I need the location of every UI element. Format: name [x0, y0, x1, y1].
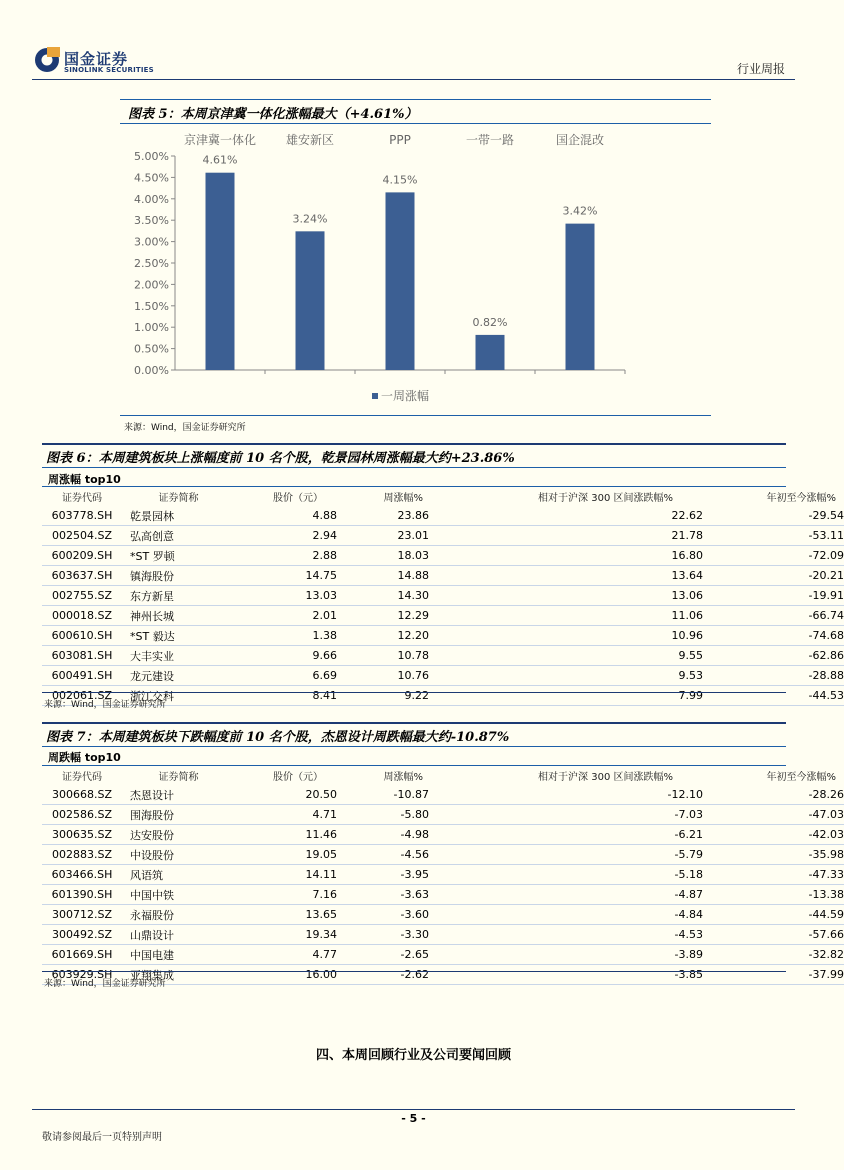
figure7-top-rule [42, 722, 786, 724]
disclaimer-note: 敬请参阅最后一页特别声明 [42, 1132, 162, 1143]
table-cell: 东方新星 [130, 589, 174, 603]
bar [566, 224, 595, 370]
table-cell: 603929.SH [51, 968, 113, 981]
table-cell: *ST 罗顿 [130, 549, 175, 563]
sinolink-logo-icon [34, 47, 60, 73]
table-cell: -3.95 [400, 868, 429, 881]
figure7-bottom-rule [42, 971, 786, 972]
table-row [42, 865, 844, 885]
table-cell: 13.64 [671, 569, 703, 582]
gainers-table [42, 487, 844, 706]
report-type: 行业周报 [736, 62, 785, 76]
table-row [42, 825, 844, 845]
table-cell: 13.06 [671, 589, 703, 602]
table-cell: 002504.SZ [51, 529, 112, 542]
table-row [42, 885, 844, 905]
table-cell: 6.69 [312, 669, 337, 682]
category-label: 国企混改 [555, 133, 605, 147]
data-label: 3.24% [292, 212, 328, 226]
data-label: 4.15% [382, 173, 418, 187]
header-divider [32, 79, 795, 80]
table-row [42, 845, 844, 865]
y-tick-label: 4.50% [134, 171, 169, 185]
figure6-source: 来源：Wind，国金证券研究所 [44, 700, 166, 710]
table-cell: -44.59 [808, 908, 844, 921]
table-cell: 603466.SH [51, 868, 113, 881]
table-cell: -72.09 [808, 549, 844, 562]
table-cell: 21.78 [671, 529, 703, 542]
table-cell: 大丰实业 [130, 649, 174, 663]
table-cell: -28.88 [808, 669, 844, 682]
table-cell: 弘高创意 [130, 529, 174, 543]
table-cell: -35.98 [808, 848, 844, 861]
table-row [42, 606, 844, 626]
figure6-title: 图表 6：本周建筑板块上涨幅度前 10 名个股，乾景园林周涨幅最大约+23.86% [46, 451, 515, 466]
table-cell: 14.88 [397, 569, 429, 582]
table-cell: -12.10 [667, 788, 703, 801]
section-heading: 四、本周回顾行业及公司要闻回顾 [315, 1048, 511, 1063]
figure7-title-rule [42, 746, 786, 747]
table-header-row [42, 487, 844, 506]
table-cell: -13.38 [808, 888, 844, 901]
table-cell: -42.03 [808, 828, 844, 841]
table-cell: 8.41 [312, 689, 337, 702]
table-cell: 浙江交科 [130, 689, 174, 703]
table-cell: 002586.SZ [51, 808, 112, 821]
table-row [42, 646, 844, 666]
table-cell: 9.55 [678, 649, 703, 662]
column-header: 证券代码 [62, 493, 102, 504]
table-cell: -4.84 [674, 908, 703, 921]
table-cell: 600610.SH [51, 629, 113, 642]
brand-name-cn: 国金证券 [64, 50, 129, 68]
column-header: 证券简称 [158, 772, 199, 783]
table-cell: 600209.SH [51, 549, 113, 562]
table-cell: -3.89 [674, 948, 703, 961]
table-cell: 603637.SH [51, 569, 113, 582]
table-cell: 1.38 [312, 629, 337, 642]
table-cell: 2.88 [312, 549, 337, 562]
category-label: 雄安新区 [285, 133, 335, 147]
table-row [42, 785, 844, 805]
table-cell: 16.80 [671, 549, 703, 562]
legend-swatch [372, 393, 378, 399]
table-cell: 23.86 [397, 509, 429, 522]
table-cell: 603081.SH [51, 649, 113, 662]
category-label: PPP [389, 133, 411, 147]
table-cell: 镇海股份 [130, 569, 174, 583]
table-row [42, 945, 844, 965]
table-cell: 300712.SZ [51, 908, 112, 921]
table-cell: -5.18 [674, 868, 703, 881]
table-cell: -32.82 [808, 948, 844, 961]
table-cell: 10.78 [397, 649, 429, 662]
table-cell: 11.06 [671, 609, 703, 622]
table-cell: 19.34 [305, 928, 337, 941]
data-label: 0.82% [472, 315, 508, 329]
table-cell: -2.65 [400, 948, 429, 961]
footer-divider [32, 1109, 795, 1110]
table-cell: 12.20 [397, 629, 429, 642]
table-cell: -37.99 [808, 968, 844, 981]
figure5-title-rule [120, 123, 711, 124]
table-cell: 9.66 [312, 649, 337, 662]
column-header: 股价（元） [273, 493, 323, 504]
table-cell: -44.53 [808, 689, 844, 702]
table-cell: 300492.SZ [51, 928, 112, 941]
figure6-title-rule [42, 467, 786, 468]
table-row [42, 586, 844, 606]
table-cell: 9.22 [404, 689, 429, 702]
figure6-subtitle: 周涨幅 top10 [48, 473, 121, 486]
table-cell: 300635.SZ [51, 828, 112, 841]
table-cell: 4.71 [312, 808, 337, 821]
figure6-top-rule [42, 443, 786, 445]
table-cell: 神州长城 [130, 609, 174, 623]
table-header-row [42, 766, 844, 785]
column-header: 证券代码 [62, 772, 102, 783]
table-cell: 600491.SH [51, 669, 113, 682]
table-cell: -4.98 [400, 828, 429, 841]
table-cell: -66.74 [808, 609, 844, 622]
y-tick-label: 3.50% [134, 214, 169, 228]
table-cell: 达安股份 [130, 828, 174, 842]
table-cell: 18.03 [397, 549, 429, 562]
table-cell: -4.53 [674, 928, 703, 941]
table-cell: -5.79 [674, 848, 703, 861]
table-cell: 山鼎设计 [130, 928, 174, 942]
table-cell: 000018.SZ [51, 609, 112, 622]
column-header: 周涨幅% [383, 493, 423, 504]
table-cell: -47.33 [808, 868, 844, 881]
figure5-bottom-rule [120, 415, 711, 416]
y-tick-label: 1.50% [134, 299, 169, 313]
table-cell: -74.68 [808, 629, 844, 642]
figure6-bottom-rule [42, 692, 786, 693]
figure5-title: 图表 5：本周京津冀一体化涨幅最大（+4.61%） [128, 107, 418, 122]
table-cell: 中国电建 [130, 948, 174, 962]
table-cell: -57.66 [808, 928, 844, 941]
figure5-top-rule [120, 99, 711, 100]
table-cell: 12.29 [397, 609, 429, 622]
table-cell: 601669.SH [51, 948, 113, 961]
figure5-bar-chart [120, 125, 711, 415]
table-cell: 19.05 [305, 848, 337, 861]
table-cell: 2.94 [312, 529, 337, 542]
bar [476, 335, 505, 370]
legend-label: 一周涨幅 [381, 389, 430, 403]
table-cell: -62.86 [808, 649, 844, 662]
table-cell: -28.26 [808, 788, 844, 801]
bar [296, 231, 325, 370]
table-cell: 23.01 [397, 529, 429, 542]
table-cell: 16.00 [305, 968, 337, 981]
table-cell: -19.91 [808, 589, 844, 602]
table-cell: 龙元建设 [130, 669, 174, 683]
column-header: 相对于沪深 300 区间涨跌幅% [538, 772, 673, 783]
table-cell: 4.88 [312, 509, 337, 522]
table-cell: -3.63 [400, 888, 429, 901]
table-cell: -20.21 [808, 569, 844, 582]
table-cell: 13.03 [305, 589, 337, 602]
table-cell: -4.87 [674, 888, 703, 901]
column-header: 周涨幅% [383, 772, 423, 783]
losers-table [42, 766, 844, 985]
figure7-subtitle: 周跌幅 top10 [48, 751, 121, 764]
table-row [42, 546, 844, 566]
figure7-title: 图表 7：本周建筑板块下跌幅度前 10 名个股，杰恩设计周跌幅最大约-10.87% [46, 730, 510, 745]
column-header: 相对于沪深 300 区间涨跌幅% [538, 493, 673, 504]
table-row [42, 626, 844, 646]
table-cell: 002883.SZ [51, 848, 112, 861]
category-label: 京津冀一体化 [183, 133, 257, 147]
y-tick-label: 2.50% [134, 257, 169, 270]
table-cell: -3.60 [400, 908, 429, 921]
table-cell: 永福股份 [130, 908, 174, 922]
table-cell: 中国中铁 [130, 888, 174, 902]
table-cell: -6.21 [674, 828, 703, 841]
table-cell: 4.77 [312, 948, 337, 961]
data-label: 4.61% [202, 153, 238, 167]
table-cell: 风语筑 [130, 868, 163, 882]
table-cell: 10.96 [671, 629, 703, 642]
table-cell: 11.46 [305, 828, 337, 841]
table-cell: 002755.SZ [51, 589, 112, 602]
table-cell: -29.54 [808, 509, 844, 522]
table-cell: -2.62 [400, 968, 429, 981]
bar [386, 192, 415, 370]
y-tick-label: 0.00% [134, 364, 169, 377]
table-cell: 7.99 [678, 689, 703, 702]
table-cell: -4.56 [400, 848, 429, 861]
table-cell: -53.11 [808, 529, 844, 542]
column-header: 股价（元） [273, 772, 323, 783]
bar [206, 173, 235, 370]
table-row [42, 506, 844, 526]
table-cell: 14.11 [305, 868, 337, 881]
y-tick-label: 0.50% [134, 342, 169, 356]
table-cell: 300668.SZ [51, 788, 112, 801]
figure5-source: 来源：Wind，国金证券研究所 [124, 423, 246, 433]
figure7-source: 来源：Wind，国金证券研究所 [44, 979, 166, 989]
table-cell: *ST 毅达 [130, 629, 175, 643]
column-header: 年初至今涨幅% [766, 772, 836, 783]
table-cell: -3.85 [674, 968, 703, 981]
table-cell: -7.03 [674, 808, 703, 821]
table-cell: -10.87 [393, 788, 429, 801]
table-cell: 9.53 [678, 669, 703, 682]
category-label: 一带一路 [465, 133, 515, 147]
y-tick-label: 4.00% [134, 192, 169, 206]
table-cell: 杰恩设计 [130, 788, 174, 802]
table-cell: 601390.SH [51, 888, 113, 901]
table-cell: 10.76 [397, 669, 429, 682]
table-cell: -5.80 [400, 808, 429, 821]
table-cell: 14.30 [397, 589, 429, 602]
table-cell: 002061.SZ [51, 689, 112, 702]
table-cell: 603778.SH [51, 509, 113, 522]
table-cell: 22.62 [671, 509, 703, 522]
data-label: 3.42% [562, 204, 598, 218]
table-cell: 亚翔集成 [130, 968, 174, 982]
table-row [42, 905, 844, 925]
y-tick-label: 2.00% [134, 278, 169, 292]
table-row [42, 526, 844, 546]
table-cell: 13.65 [305, 908, 337, 921]
table-row [42, 666, 844, 686]
table-cell: 7.16 [312, 888, 337, 901]
table-cell: 20.50 [305, 788, 337, 801]
table-row [42, 566, 844, 586]
brand-name-en: SINOLINK SECURITIES [64, 66, 154, 74]
table-cell: 乾景园林 [130, 509, 174, 523]
table-row [42, 925, 844, 945]
table-cell: -47.03 [808, 808, 844, 821]
y-tick-label: 1.00% [134, 321, 169, 335]
column-header: 年初至今涨幅% [766, 493, 836, 504]
page-number: - 5 - [401, 1112, 426, 1125]
table-row [42, 805, 844, 825]
y-tick-label: 5.00% [134, 150, 169, 163]
table-cell: -3.30 [400, 928, 429, 941]
y-tick-label: 3.00% [134, 235, 169, 249]
column-header: 证券简称 [158, 493, 199, 504]
table-cell: 2.01 [312, 609, 337, 622]
table-cell: 围海股份 [130, 808, 174, 822]
table-cell: 中设股份 [130, 848, 174, 862]
table-cell: 14.75 [305, 569, 337, 582]
